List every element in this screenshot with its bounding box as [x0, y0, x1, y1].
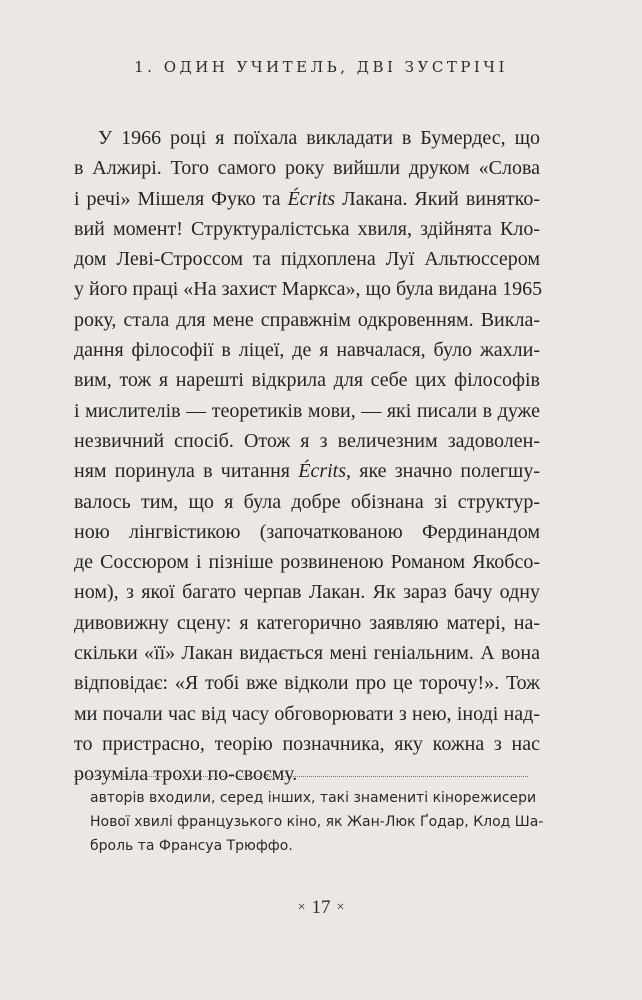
text-line: ном), з якої багато черпав Лакан. Як зараз бачу одну: [74, 581, 540, 604]
text-line: розуміла трохи по-своєму.: [74, 763, 298, 786]
text-line: в Алжирі. Того самого року вийшли друком «Слова: [74, 157, 540, 180]
page-number-value: 17: [311, 897, 331, 918]
text-line: дом Леві-Строссом та підхоплена Луї Альтюссером: [74, 248, 540, 271]
page-number: [0, 897, 642, 919]
ornament-left: ×: [297, 900, 306, 915]
text-line: і речі» Мішеля Фуко та Écrits Лакана. Який винятко-: [74, 187, 540, 210]
footnote-separator: [74, 776, 528, 777]
text-line: ми почали час від часу обговорювати з нею, іноді над-: [74, 702, 540, 725]
text-line: у його праці «На захист Маркса», що була видана 1965: [74, 278, 543, 301]
text-line: вий момент! Структуралістська хвиля, здійнята Кло-: [74, 217, 540, 240]
italic-title: Écrits: [287, 187, 336, 210]
footnote-line: Нової хвилі французького кіно, як Жан-Люк Ґодар, Клод Ша-: [90, 814, 544, 830]
body-text: [74, 123, 543, 790]
text-line: року, стала для мене справжнім одкровенням. Викла-: [74, 308, 540, 331]
footnote-line: броль та Франсуа Трюффо.: [90, 838, 293, 854]
text-line: дання філософії в ліцеї, де я навчалася, було жахли-: [74, 339, 540, 362]
text-line: ною лінгвістикою (започаткованою Фердинандом: [74, 520, 540, 543]
footnote-line: авторів входили, серед інших, такі знамениті кінорежисери: [90, 790, 537, 806]
text-line: то пристрасно, теорію позначника, яку кожна з нас: [74, 732, 540, 755]
text-line: вим, тож я нарешті відкрила для себе цих філософів: [74, 369, 540, 392]
footnote: [90, 786, 544, 858]
ornament-right: ×: [336, 900, 345, 915]
text-line: скільки «її» Лакан видається мені геніальним. А вона: [74, 642, 540, 665]
text-line: дивовижну сцену: я категорично заявляю матері, на-: [74, 611, 540, 634]
text-line: У 1966 році я поїхала викладати в Бумердес, що: [98, 127, 540, 149]
text-line: відповідає: «Я тобі вже відколи про це торочу!». Тож: [74, 672, 540, 695]
text-line: ням поринула в читання Écrits, яке значно полегшу-: [74, 460, 540, 483]
text-line: валось тим, що я була добре обізнана зі структур-: [74, 490, 540, 513]
running-head: 1. ОДИН УЧИТЕЛЬ, ДВІ ЗУСТРІЧІ: [134, 58, 508, 76]
text-line: де Соссюром і пізніше розвиненою Романом Якобсо-: [74, 551, 540, 574]
italic-title: Écrits: [298, 460, 347, 483]
text-line: незвичний спосіб. Отож я з величезним задоволен-: [74, 429, 540, 452]
text-line: і мислителів — теоретиків мови, — які писали в дуже: [74, 399, 540, 422]
